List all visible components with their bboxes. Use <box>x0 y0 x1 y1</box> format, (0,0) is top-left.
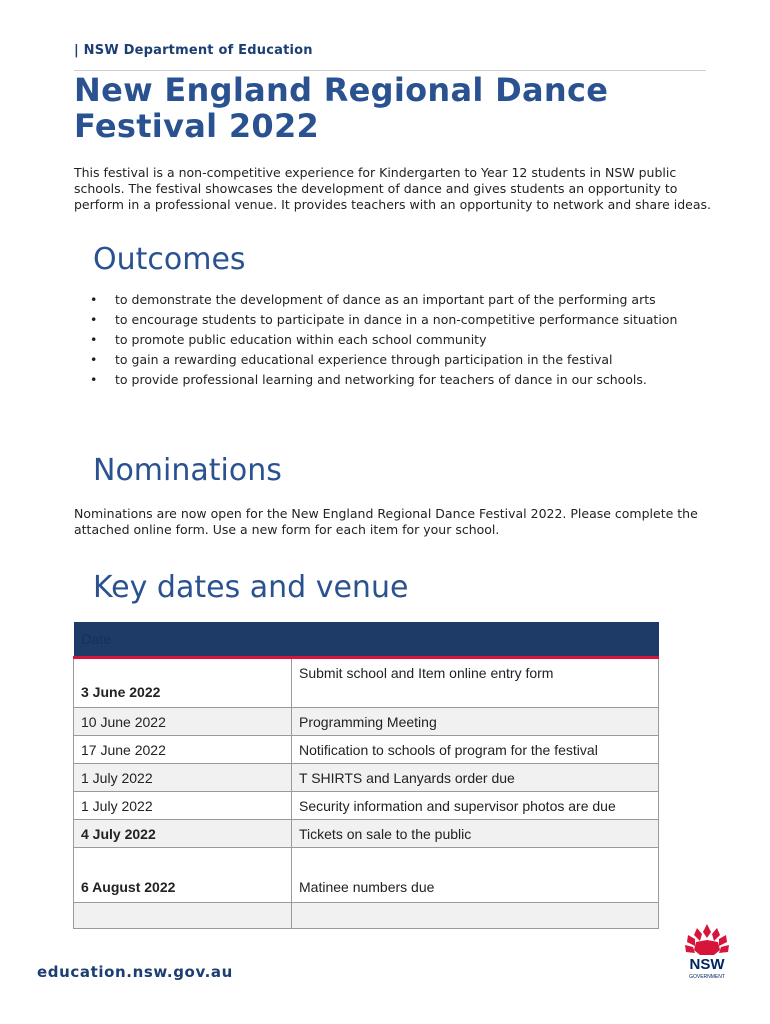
footer-url: education.nsw.gov.au <box>37 963 233 981</box>
date-cell: 4 July 2022 <box>74 820 292 848</box>
table-row <box>74 764 659 792</box>
list-item: • to gain a rewarding educational experience through participation in the festival <box>90 352 613 367</box>
table-header-row <box>74 622 659 658</box>
date-cell: 6 August 2022 <box>74 848 292 903</box>
task-cell: Programming Meeting <box>292 708 659 736</box>
list-item: • to demonstrate the development of dance as an important part of the performing arts <box>90 292 656 307</box>
bullet-icon: • <box>90 372 98 387</box>
task-cell <box>292 903 659 929</box>
header-org: | NSW Department of Education <box>74 43 313 58</box>
date-cell: 3 June 2022 <box>74 658 292 708</box>
date-cell <box>74 903 292 929</box>
bullet-icon: • <box>90 292 98 307</box>
task-cell: Submit school and Item online entry form <box>292 658 659 708</box>
page-title: New England Regional Dance Festival 2022 <box>74 71 609 145</box>
task-cell: T SHIRTS and Lanyards order due <box>292 764 659 792</box>
table-row <box>74 736 659 764</box>
table-row <box>74 903 659 929</box>
column-header-task: Task <box>292 622 659 658</box>
nominations-heading: Nominations <box>93 453 282 488</box>
date-cell: 10 June 2022 <box>74 708 292 736</box>
task-cell: Tickets on sale to the public <box>292 820 659 848</box>
task-cell: Security information and supervisor photos are due <box>292 792 659 820</box>
bullet-icon: • <box>90 312 98 327</box>
table-row <box>74 848 659 903</box>
bullet-icon: • <box>90 352 98 367</box>
column-header-date: Date <box>74 622 292 658</box>
intro-paragraph: This festival is a non-competitive experience for Kindergarten to Year 12 students in NSW public schools. The festival showcases the development of dance and gives students an opportunity to perform in a professional venue. It provides teachers with an opportunity to network and share ideas. <box>74 165 711 212</box>
list-item: • to provide professional learning and networking for teachers of dance in our schools. <box>90 372 647 387</box>
outcomes-list <box>90 292 710 392</box>
nominations-paragraph: Nominations are now open for the New England Regional Dance Festival 2022. Please complete the attached online form. Use a new form for each item for your school. <box>74 506 698 537</box>
date-cell: 1 July 2022 <box>74 792 292 820</box>
table-row <box>74 792 659 820</box>
list-item: • to encourage students to participate in dance in a non-competitive performance situation <box>90 312 678 327</box>
task-cell: Notification to schools of program for the festival <box>292 736 659 764</box>
outcomes-heading: Outcomes <box>93 242 246 277</box>
bullet-icon: • <box>90 332 98 347</box>
key-dates-table <box>73 622 659 929</box>
waratah-logo-icon <box>680 922 734 982</box>
table-row <box>74 658 659 708</box>
date-cell: 17 June 2022 <box>74 736 292 764</box>
list-item: • to promote public education within each school community <box>90 332 487 347</box>
svg-text:NSW: NSW <box>689 956 725 973</box>
task-cell: Matinee numbers due <box>292 848 659 903</box>
table-row <box>74 820 659 848</box>
nsw-government-logo <box>680 922 734 982</box>
table-row <box>74 708 659 736</box>
key-dates-heading: Key dates and venue <box>93 570 409 605</box>
svg-text:GOVERNMENT: GOVERNMENT <box>689 974 725 980</box>
date-cell: 1 July 2022 <box>74 764 292 792</box>
